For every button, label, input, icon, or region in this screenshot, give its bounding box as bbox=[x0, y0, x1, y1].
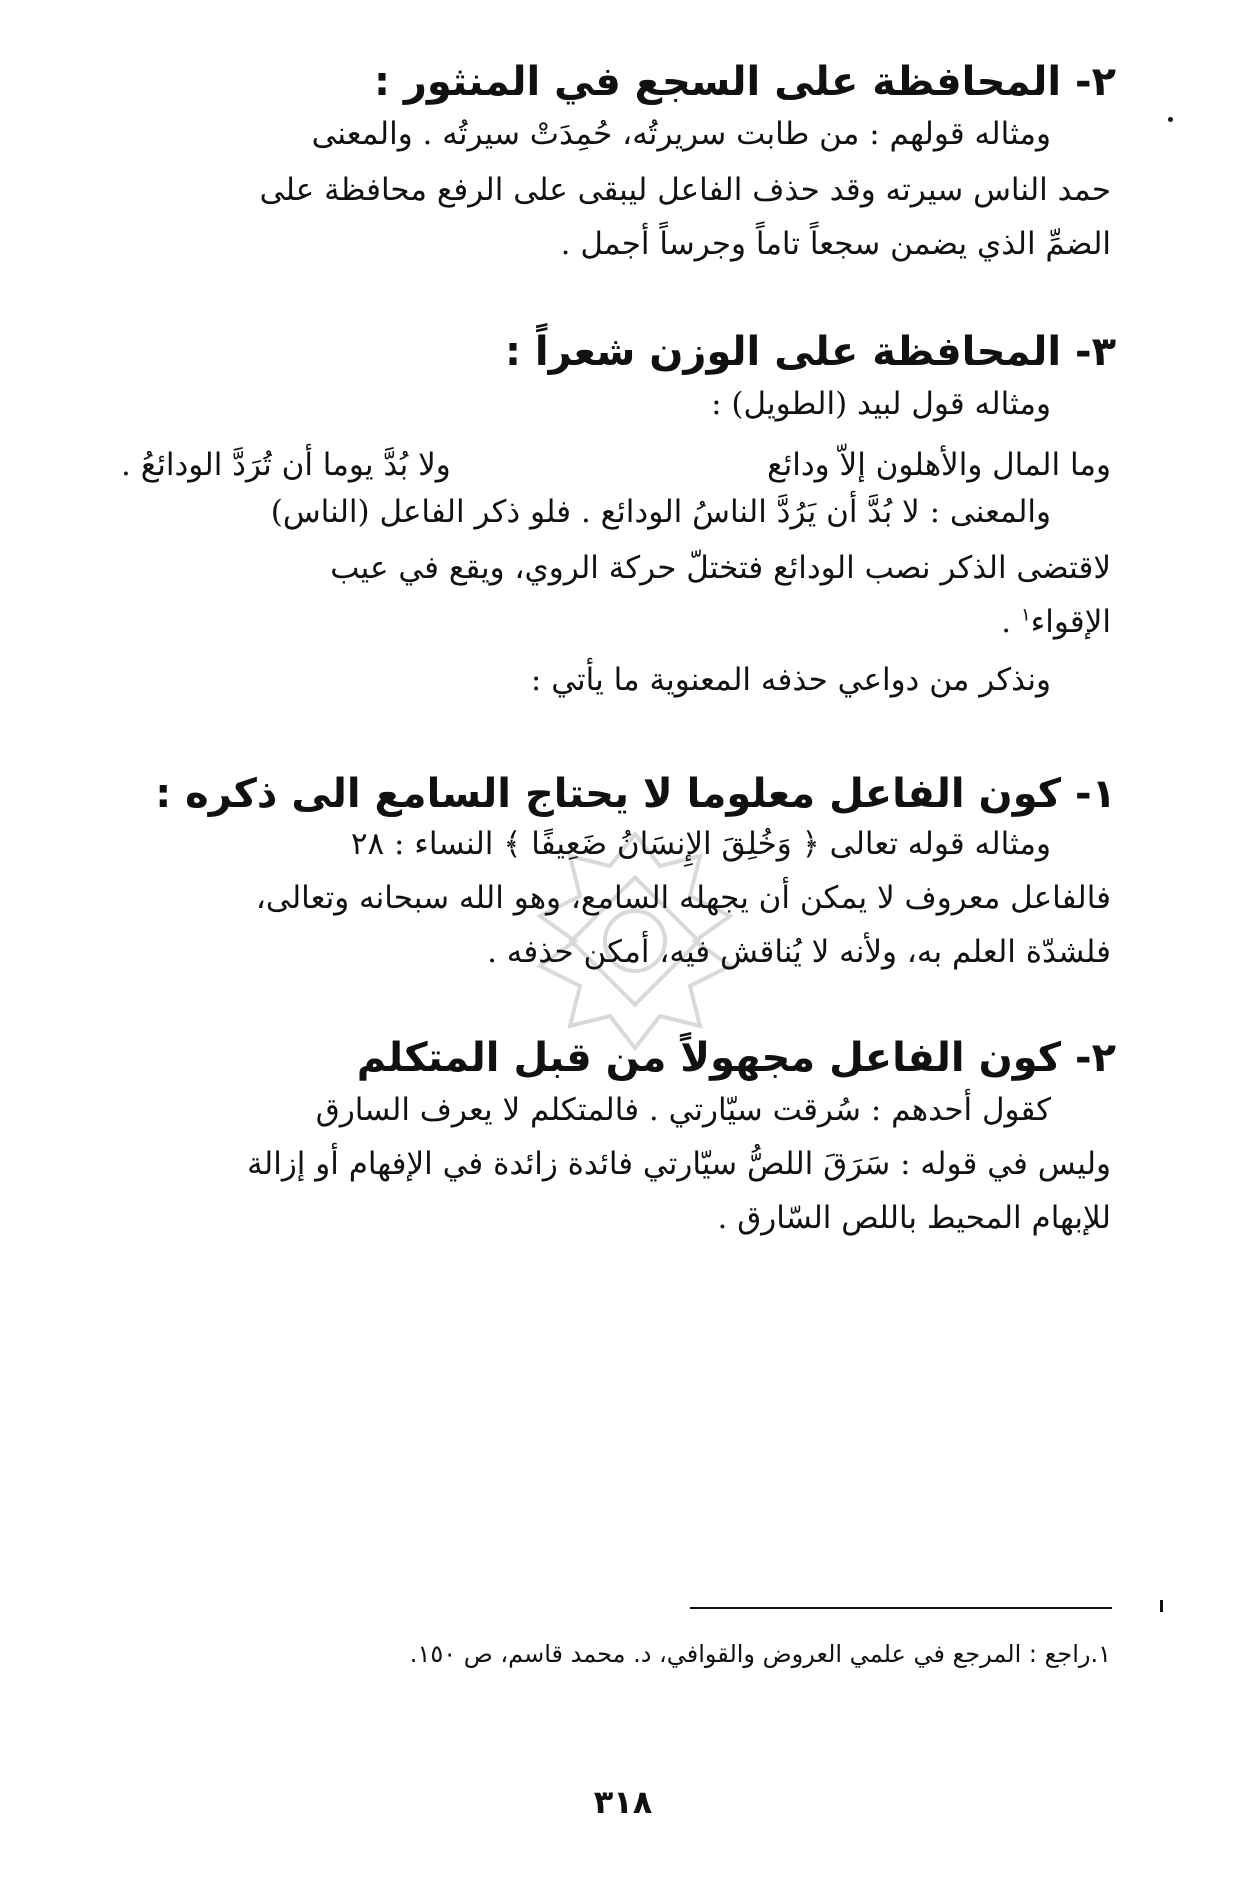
body-line: وليس في قوله : سَرَقَ اللصُّ سيّارتي فائدة زائدة في الإفهام أو إزالة bbox=[247, 1146, 1111, 1182]
body-line: لاقتضى الذكر نصب الودائع فتختلّ حركة الروي، ويقع في عيب bbox=[330, 550, 1111, 586]
body-line: فالفاعل معروف لا يمكن أن يجهله السامع، وهو الله سبحانه وتعالى، bbox=[255, 880, 1111, 916]
heading-unknown-subject: ٢- كون الفاعل مجهولاً من قبل المتكلم bbox=[356, 1035, 1116, 1081]
page-number: ٣١٨ bbox=[593, 1783, 653, 1821]
heading-known-subject: ١- كون الفاعل معلوما لا يحتاج السامع الى ذكره : bbox=[155, 771, 1116, 817]
body-line: الضمِّ الذي يضمن سجعاً تاماً وجرساً أجمل . bbox=[560, 226, 1111, 262]
body-line: حمد الناس سيرته وقد حذف الفاعل ليبقى على الرفع محافظة على bbox=[259, 172, 1111, 208]
verse-second-hemistich: ولا بُدَّ يوما أن تُرَدَّ الودائعُ . bbox=[121, 447, 451, 483]
body-text: الإقواء bbox=[1030, 604, 1111, 640]
body-line: ومثاله قوله تعالى ﴿ وَخُلِقَ الإِنسَانُ ضَعِيفًا ﴾ النساء : ٢٨ bbox=[350, 826, 1051, 862]
footnote-divider bbox=[690, 1607, 1112, 1609]
verse-first-hemistich: وما المال والأهلون إلاّ ودائع bbox=[767, 447, 1111, 483]
poetry-verse bbox=[121, 440, 1111, 490]
body-line: فلشدّة العلم به، ولأنه لا يُناقش فيه، أمكن حذفه . bbox=[487, 934, 1111, 970]
body-line: ونذكر من دواعي حذفه المعنوية ما يأتي : bbox=[530, 662, 1051, 698]
margin-dot bbox=[1168, 117, 1173, 122]
footnote: ١.راجع : المرجع في علمي العروض والقوافي، د. محمد قاسم، ص ١٥٠. bbox=[409, 1640, 1111, 1668]
margin-tick bbox=[1160, 1600, 1163, 1612]
body-line: للإبهام المحيط باللص السّارق . bbox=[717, 1200, 1111, 1236]
body-line: ومثاله قولهم : من طابت سريرتُه، حُمِدَتْ سيرتُه . والمعنى bbox=[311, 116, 1051, 152]
heading-meter-poetry: ٣- المحافظة على الوزن شعراً : bbox=[504, 329, 1116, 375]
footnote-marker[interactable]: ١ bbox=[1021, 604, 1031, 626]
body-line: كقول أحدهم : سُرقت سيّارتي . فالمتكلم لا يعرف السارق bbox=[315, 1092, 1051, 1128]
heading-rhyme-prose: ٢- المحافظة على السجع في المنثور : bbox=[373, 59, 1116, 105]
body-line bbox=[126, 604, 1111, 641]
verse-intro: ومثاله قول لبيد (الطويل) : bbox=[711, 386, 1051, 422]
body-text: . bbox=[1001, 604, 1021, 640]
body-line: والمعنى : لا بُدَّ أن يَرُدَّ الناسُ الودائع . فلو ذكر الفاعل (الناس) bbox=[270, 494, 1051, 530]
